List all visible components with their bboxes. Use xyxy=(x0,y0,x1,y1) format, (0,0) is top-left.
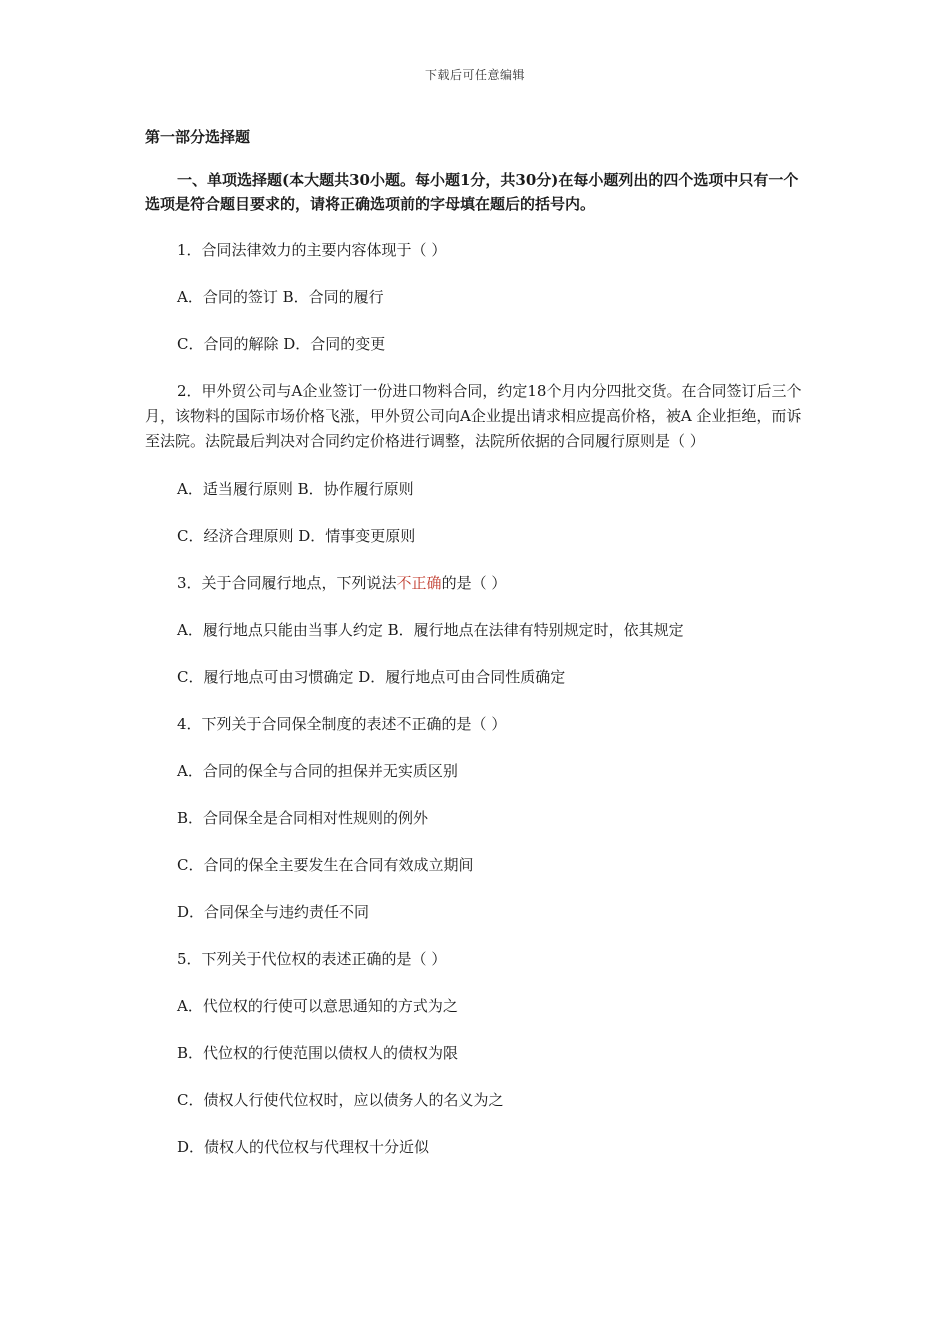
instruction-paragraph: 一、单项选择题(本大题共30小题。每小题1分，共30分)在每小题列出的四个选项中只有一个选项是符合题目要求的，请将正确选项前的字母填在题后的括号内。 xyxy=(145,171,799,213)
question-4-option-c: C．合同的保全主要发生在合同有效成立期间 xyxy=(177,856,474,874)
question-2-options-ab: A．适当履行原则 B．协作履行原则 xyxy=(177,480,414,498)
question-4-option-b: B．合同保全是合同相对性规则的例外 xyxy=(177,809,429,827)
question-5-option-c: C．债权人行使代位权时，应以债务人的名义为之 xyxy=(177,1091,504,1109)
question-5-option-d: D．债权人的代位权与代理权十分近似 xyxy=(177,1138,430,1156)
question-3-options-ab: A．履行地点只能由当事人约定 B．履行地点在法律有特别规定时，依其规定 xyxy=(177,621,684,639)
question-3-options-cd: C．履行地点可由习惯确定 D．履行地点可由合同性质确定 xyxy=(177,668,566,686)
document-body xyxy=(145,126,810,1182)
question-3-stem-before: 3．关于合同履行地点，下列说法 xyxy=(177,574,397,592)
question-4-option-d: D．合同保全与违约责任不同 xyxy=(177,903,370,921)
question-4-option-a: A．合同的保全与合同的担保并无实质区别 xyxy=(177,762,458,780)
question-3-stem xyxy=(145,571,810,595)
question-3-stem-highlight: 不正确 xyxy=(396,574,442,592)
page-header: 下载后可任意编辑 xyxy=(424,68,525,82)
question-2-stem: 2．甲外贸公司与A企业签订一份进口物料合同，约定18个月内分四批交货。在合同签订后三个月，该物料的国际市场价格飞涨，甲外贸公司向A企业提出请求相应提高价格，被A 企业拒绝，而诉至法院。法院最后判决对合同约定价格进行调整，法院所依据的合同履行原则是（ ） xyxy=(145,382,802,450)
question-5-option-b: B．代位权的行使范围以债权人的债权为限 xyxy=(177,1044,459,1062)
question-5-stem: 5．下列关于代位权的表述正确的是（ ） xyxy=(177,950,447,968)
question-1-stem: 1．合同法律效力的主要内容体现于（ ） xyxy=(177,241,447,259)
question-2-options-cd: C．经济合理原则 D．情事变更原则 xyxy=(177,527,416,545)
question-4-stem: 4．下列关于合同保全制度的表述不正确的是（ ） xyxy=(177,715,507,733)
section-title: 第一部分选择题 xyxy=(145,128,251,146)
question-5-option-a: A．代位权的行使可以意思通知的方式为之 xyxy=(177,997,458,1015)
question-1-options-cd: C．合同的解除 D．合同的变更 xyxy=(177,335,386,353)
question-3-stem-after: 的是（ ） xyxy=(441,574,507,592)
question-1-options-ab: A．合同的签订 B．合同的履行 xyxy=(177,288,384,306)
